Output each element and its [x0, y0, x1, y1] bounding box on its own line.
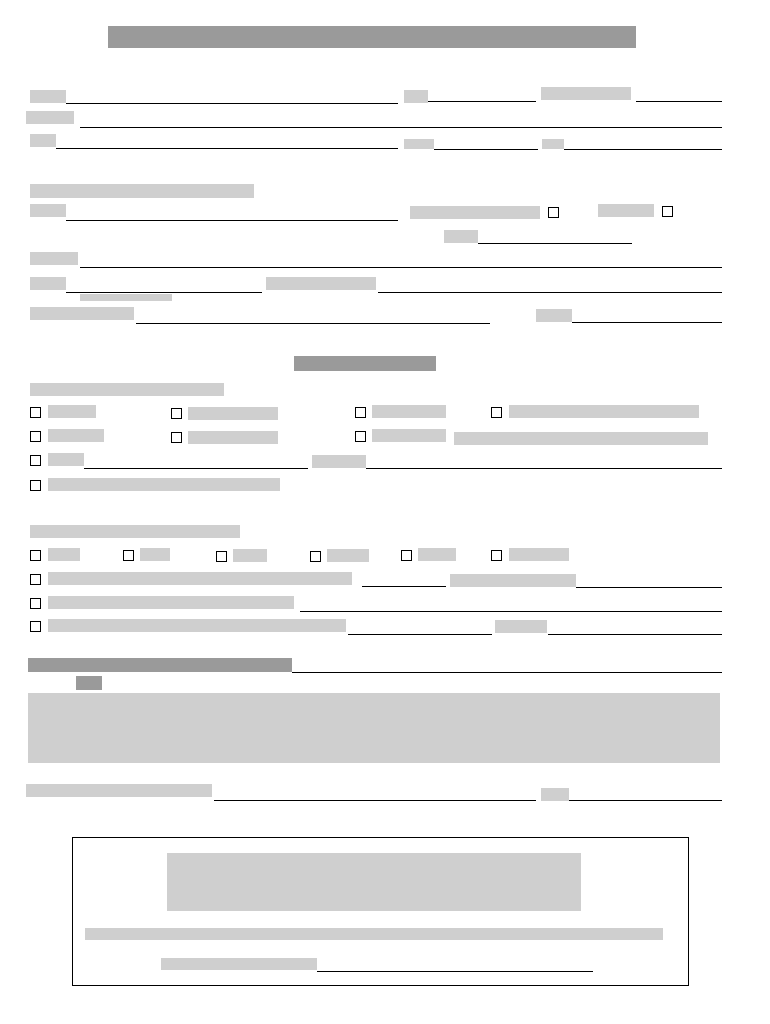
- throat-label: [327, 549, 369, 562]
- unit-field[interactable]: [636, 101, 722, 102]
- relationship-other-label: [444, 230, 478, 243]
- physician-field[interactable]: [136, 323, 490, 324]
- have-or-subject-label: [30, 383, 224, 396]
- other-instructions-field[interactable]: [378, 292, 722, 293]
- activity-restriction-label: [48, 619, 346, 632]
- nose-label: [233, 549, 267, 562]
- address-label: [26, 111, 74, 124]
- fainting-label: [188, 407, 278, 420]
- parent-signature-label: [26, 784, 212, 797]
- city-field[interactable]: [56, 148, 398, 149]
- date-label: [541, 788, 569, 801]
- bb-gun-box: [72, 837, 689, 986]
- describe-label: [312, 455, 366, 468]
- convulsions-label: [372, 405, 446, 418]
- other-condition-checkbox[interactable]: [30, 455, 41, 466]
- address-field[interactable]: [80, 127, 722, 128]
- relationship-other-field[interactable]: [478, 243, 632, 244]
- explain-field[interactable]: [548, 634, 722, 635]
- activity-restriction-field[interactable]: [348, 634, 492, 635]
- bb-gun-signature-field[interactable]: [317, 971, 593, 972]
- regular-medication-checkbox[interactable]: [30, 574, 41, 585]
- physician-label: [30, 307, 134, 320]
- ears-label: [140, 548, 170, 561]
- emergency-heading: [30, 184, 254, 198]
- digestion-label: [509, 548, 569, 561]
- diabetes-label: [48, 429, 104, 442]
- allergies-detail: [454, 432, 708, 445]
- physician-phone-field[interactable]: [572, 322, 722, 323]
- emergency-address-label: [30, 252, 78, 265]
- asthma-label: [48, 405, 96, 418]
- medication-with-field[interactable]: [300, 611, 722, 612]
- difficulty-label: [30, 525, 240, 538]
- unit-label: [541, 87, 631, 100]
- form-title: [108, 26, 636, 48]
- emergency-name-label: [30, 204, 66, 217]
- eyes-label: [48, 548, 80, 561]
- swimming-checkbox[interactable]: [491, 407, 502, 418]
- emergency-phone-label: [30, 277, 66, 290]
- age-field[interactable]: [428, 101, 536, 102]
- bb-gun-authorization: [85, 928, 663, 940]
- eyes-checkbox[interactable]: [30, 550, 41, 561]
- heart-trouble-label: [188, 431, 278, 444]
- zip-field[interactable]: [564, 149, 722, 150]
- emergency-address-field[interactable]: [80, 267, 722, 268]
- regular-medication-label: [48, 572, 352, 585]
- adult-signature-field[interactable]: [292, 672, 722, 673]
- other-condition-field[interactable]: [84, 468, 308, 469]
- physician-phone-label: [536, 309, 572, 322]
- bb-gun-notice: [167, 853, 581, 911]
- relationship-guardian-label: [598, 204, 654, 217]
- emergency-phone-field[interactable]: [66, 292, 262, 293]
- fainting-checkbox[interactable]: [171, 408, 182, 419]
- heart-trouble-checkbox[interactable]: [171, 432, 182, 443]
- swimming-label: [509, 405, 699, 418]
- medication-with-checkbox[interactable]: [30, 598, 41, 609]
- relationship-parent-checkbox[interactable]: [548, 207, 559, 218]
- ears-checkbox[interactable]: [123, 550, 134, 561]
- age-label: [404, 90, 428, 103]
- or-label: [76, 676, 102, 690]
- explain-label: [495, 620, 547, 633]
- name-field[interactable]: [66, 103, 398, 104]
- adult-signature-label: [28, 658, 292, 672]
- allergies-label: [372, 429, 446, 442]
- medication-name-field[interactable]: [576, 587, 722, 588]
- relationship-parent-label: [410, 206, 540, 219]
- nose-checkbox[interactable]: [216, 551, 227, 562]
- regular-medication-field[interactable]: [362, 586, 446, 587]
- state-field[interactable]: [434, 149, 538, 150]
- medication-with-label: [48, 596, 294, 609]
- diabetes-checkbox[interactable]: [30, 431, 41, 442]
- activity-restriction-checkbox[interactable]: [30, 621, 41, 632]
- authorization-paragraph: [28, 693, 720, 763]
- bb-gun-signature-label: [161, 958, 317, 970]
- emergency-name-field[interactable]: [66, 220, 398, 221]
- state-label: [404, 139, 434, 149]
- other-instructions-label: [266, 277, 376, 290]
- name-label: [30, 90, 66, 103]
- digestion-checkbox[interactable]: [491, 550, 502, 561]
- relationship-guardian-checkbox[interactable]: [662, 206, 673, 217]
- zip-label: [542, 139, 564, 149]
- area-code-hint: [80, 294, 172, 301]
- medication-name-label: [450, 574, 576, 587]
- describe-field[interactable]: [366, 468, 722, 469]
- date-field[interactable]: [569, 800, 722, 801]
- parent-signature-field[interactable]: [214, 800, 536, 801]
- convulsions-checkbox[interactable]: [355, 407, 366, 418]
- city-label: [30, 134, 56, 147]
- allergies-checkbox[interactable]: [355, 431, 366, 442]
- asthma-checkbox[interactable]: [30, 407, 41, 418]
- none-applies-label: [48, 478, 280, 491]
- none-applies-checkbox[interactable]: [30, 480, 41, 491]
- other-condition-label: [48, 453, 84, 466]
- lungs-checkbox[interactable]: [401, 550, 412, 561]
- lungs-label: [418, 548, 456, 561]
- throat-checkbox[interactable]: [310, 551, 321, 562]
- health-history-heading: [294, 356, 436, 371]
